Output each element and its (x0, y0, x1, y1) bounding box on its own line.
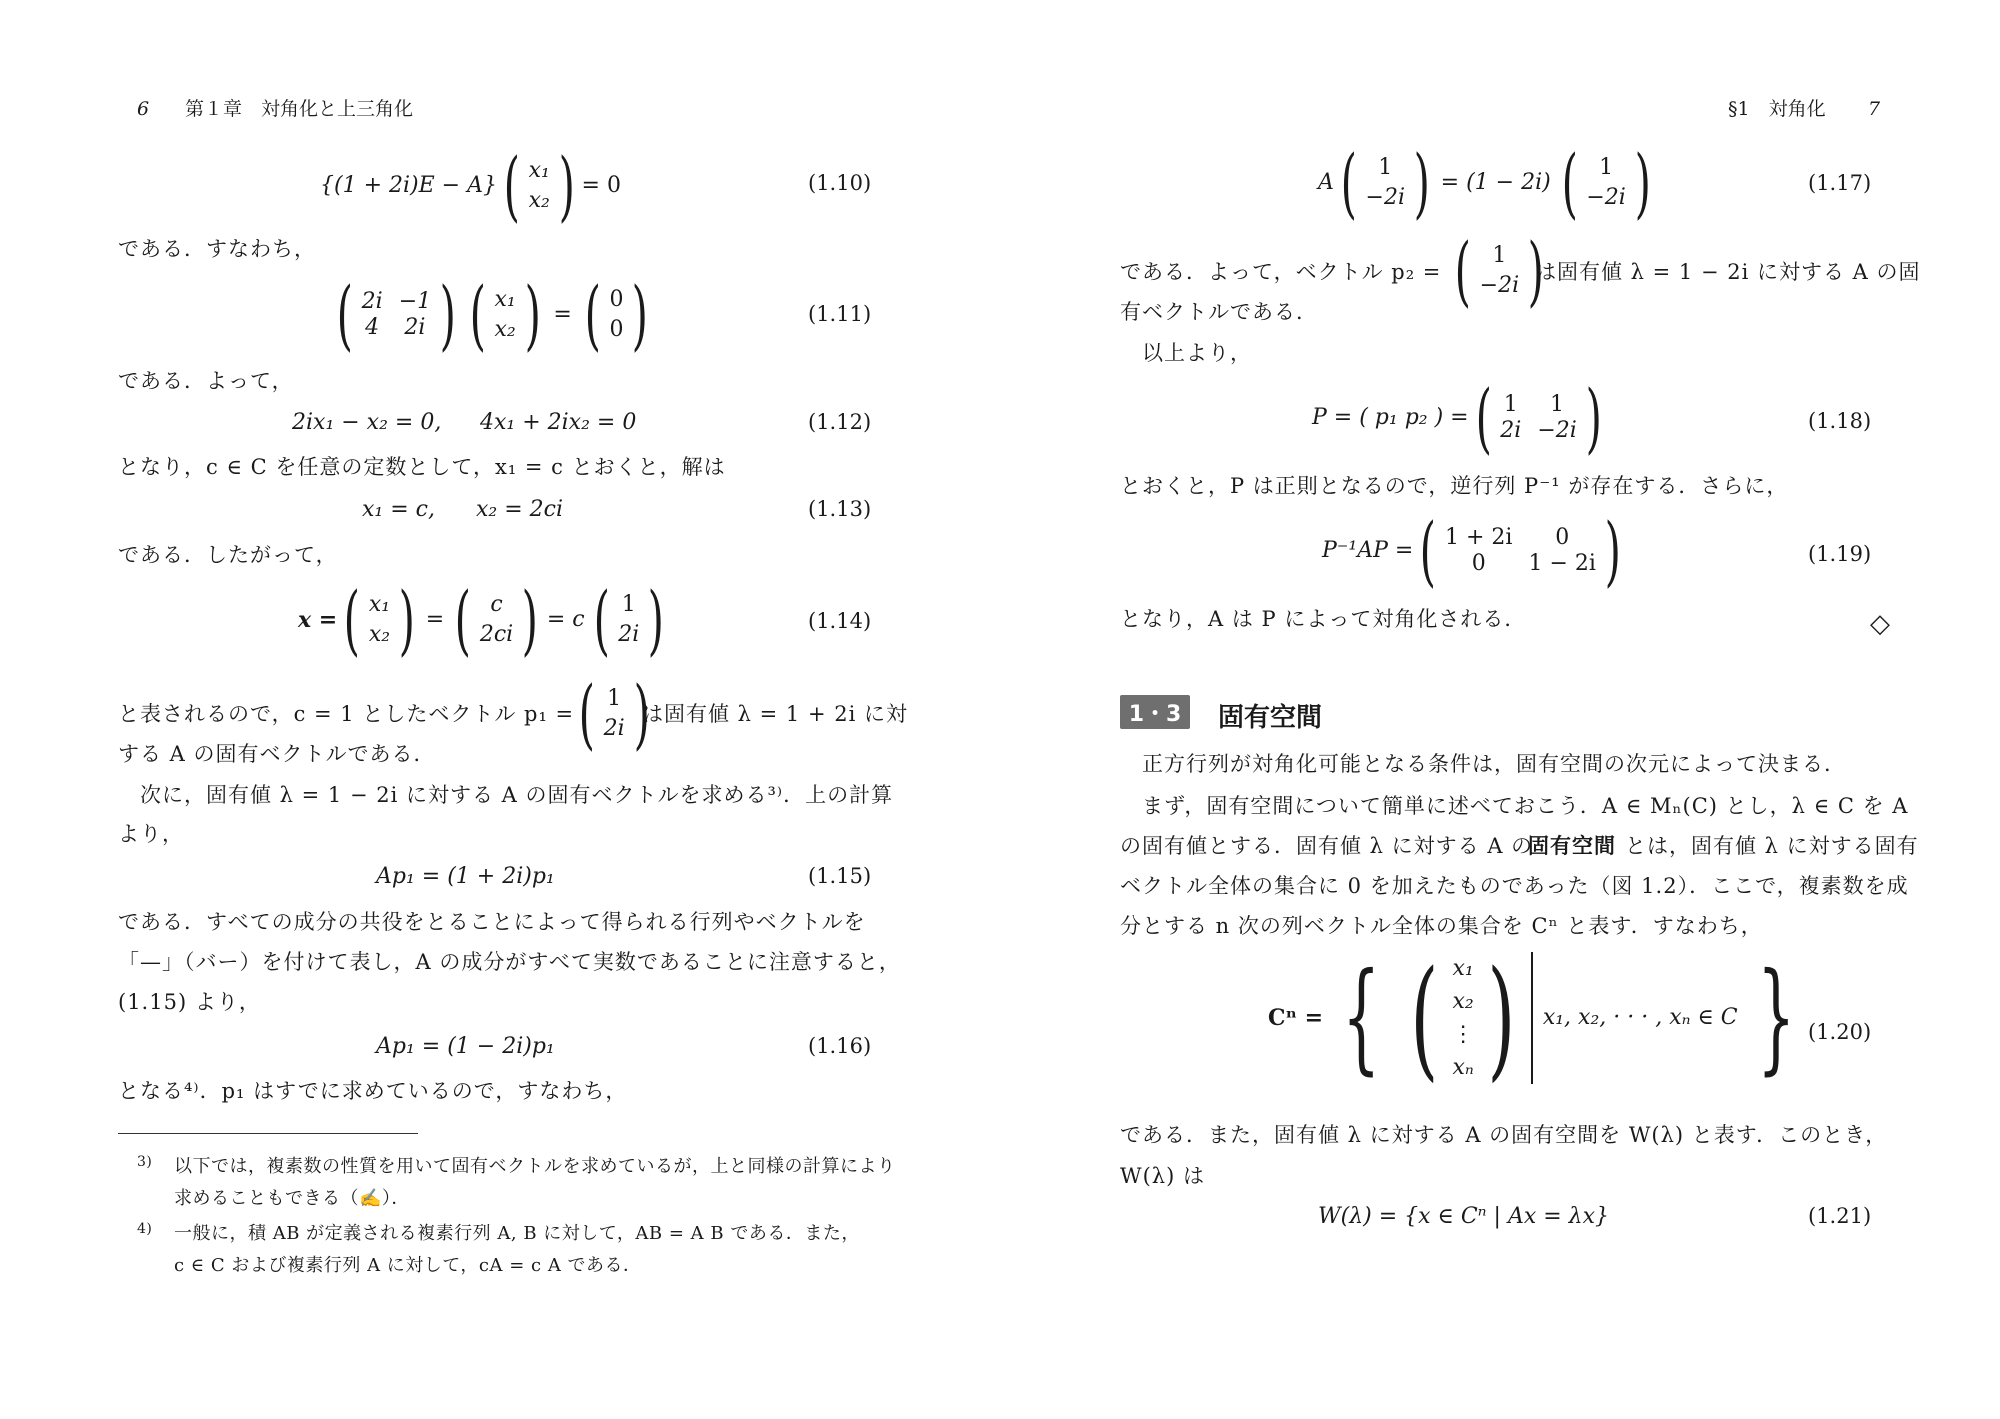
equation-1-17: A ( 1 −2i ) = (1 − 2i) ( 1 −2i ) (1318, 138, 1651, 227)
vector-entry: 1 (1378, 155, 1393, 181)
matrix-entry: −1 (398, 289, 432, 314)
equals-sign: = (425, 607, 445, 632)
vector-entry: x₁ (1452, 956, 1474, 981)
term-bold: 固有空間 (1528, 834, 1616, 858)
text-line: となり，A は P によって対角化される． (1120, 607, 1527, 631)
matrix-entry: 2i (361, 289, 383, 314)
matrix-entry: 1 + 2i (1445, 525, 1513, 550)
text-line: とおくと，P は正則となるので，逆行列 P⁻¹ が存在する．さらに， (1120, 474, 1789, 498)
right-page (1000, 0, 2000, 1419)
vector-entry: 0 (609, 317, 624, 342)
equation-number: (1.14) (808, 609, 872, 633)
vector-entry: x₁ (528, 158, 550, 184)
equation-number: (1.16) (808, 1034, 872, 1058)
vector-entry: ⋮ (1452, 1022, 1475, 1047)
text-line: は固有値 λ = 1 + 2i に対 (642, 702, 908, 726)
equation-1-14: x = ( x₁ x₂ ) = ( c 2ci ) = c ( 1 2i ) (298, 575, 665, 664)
equation-lhs: x = (298, 607, 338, 633)
vector-entry: c (490, 592, 503, 618)
text-line: 次に，固有値 λ = 1 − 2i に対する A の固有ベクトルを求める³⁾．上の計算 (118, 783, 894, 807)
equation-1-12-a: 2ix₁ − x₂ = 0, (292, 410, 442, 435)
equation-number: (1.20) (1808, 1020, 1872, 1044)
equation-1-15: Ap₁ = (1 + 2i)p₁ (376, 864, 555, 889)
equation-lhs: A (1318, 170, 1334, 195)
equation-number: (1.21) (1808, 1204, 1872, 1228)
chapter-title: 第１章 対角化と上三角化 (185, 98, 414, 120)
text-line: 分とする n 次の列ベクトル全体の集合を Cⁿ と表す．すなわち， (1120, 914, 1763, 938)
equation-1-18: P = ( p₁ p₂ ) = ( 1 1 2i −2i ) (1312, 373, 1602, 462)
footnote-line: c ∈ C および複素行列 A に対して，cA = c A である． (174, 1255, 642, 1276)
section-header: §1 対角化 (1728, 98, 1826, 120)
vector-entry: 2i (618, 622, 640, 647)
equation-1-13-a: x₁ = c, (362, 497, 435, 522)
text-line: は固有値 λ = 1 − 2i に対する A の固 (1535, 260, 1921, 284)
section-number-badge: 1・3 (1120, 695, 1190, 729)
text-line: である．また，固有値 λ に対する A の固有空間を W(λ) と表す．このとき， (1120, 1123, 1888, 1147)
vector-entry: xₙ (1452, 1055, 1474, 1080)
text-line: である．したがって， (118, 543, 338, 567)
text-line: 有ベクトルである． (1120, 300, 1318, 324)
matrix-entry: 2i (1500, 418, 1522, 443)
text-line: と表されるので，c = 1 としたベクトル p₁ = (118, 702, 575, 726)
vector-entry: 1 (1492, 243, 1507, 269)
page-number: 6 (137, 98, 150, 120)
equation-1-21: W(λ) = {x ∈ Cⁿ | Ax = λx} (1318, 1204, 1610, 1229)
vector-entry: x₂ (368, 622, 391, 647)
vector-entry: 1 (621, 592, 636, 618)
vector-entry: 2ci (479, 622, 514, 647)
equation-number: (1.19) (1808, 542, 1872, 566)
text-line: (1.15) より， (118, 990, 261, 1014)
vector-entry: 1 (607, 686, 622, 712)
equation-lhs: Cⁿ = (1268, 1005, 1324, 1031)
text-line: まず，固有空間について簡単に述べておこう．A ∈ Mₙ(C) とし，λ ∈ C を A (1120, 794, 1909, 818)
equation-1-13-b: x₂ = 2ci (476, 497, 564, 522)
equation-rhs: = 0 (581, 173, 621, 198)
text-line: より， (118, 822, 184, 846)
section-title: 固有空間 (1218, 703, 1323, 733)
footnote-line: 求めることもできる（✍）． (174, 1188, 410, 1209)
text-line: である．すべての成分の共役をとることによって得られる行列やベクトルを (118, 910, 866, 934)
vector-entry: x₁ (368, 592, 391, 618)
text-line: とは，固有値 λ に対する固有 (1625, 834, 1919, 858)
p1-vector: ( 1 2i ) (578, 669, 650, 758)
text-line: 「—」（バー）を付けて表し，A の成分がすべて実数であることに注意すると， (118, 950, 901, 974)
text-line: である．よって，ベクトル p₂ = (1120, 260, 1442, 284)
matrix-entry: 1 (1503, 392, 1518, 417)
equation-lhs: {(1 + 2i)E − A} (320, 173, 497, 198)
equation-number: (1.18) (1808, 409, 1872, 433)
text-line: ベクトル全体の集合に 0 を加えたものであった（図 1.2）．ここで，複素数を成 (1120, 874, 1909, 898)
page-number: 7 (1868, 98, 1881, 120)
equation-1-20: Cⁿ = { ( x₁ x₂ ⋮ xₙ ) x₁, x₂, · · · , xₙ ∈ C } (1268, 942, 1795, 1094)
equation-number: (1.12) (808, 410, 872, 434)
equals-sign: = (553, 302, 572, 327)
matrix-entry: 0 (1471, 551, 1486, 576)
text-line: となり，c ∈ C を任意の定数として，x₁ = c とおくと，解は (118, 455, 726, 479)
matrix-entry: 4 (365, 315, 380, 340)
equation-1-12-b: 4x₁ + 2ix₂ = 0 (480, 410, 637, 435)
matrix-entry: 0 (1555, 525, 1570, 550)
equation-number: (1.15) (808, 864, 872, 888)
matrix-entry: 2i (404, 315, 426, 340)
vector-entry: x₂ (494, 317, 516, 342)
footnote-rule (118, 1133, 418, 1134)
end-of-example-mark: ◇ (1870, 609, 1890, 639)
p2-vector: ( 1 −2i ) (1454, 226, 1545, 315)
equation-1-19: P⁻¹AP = ( 1 + 2i 0 0 1 − 2i ) (1322, 506, 1621, 595)
equation-1-16: Ap₁ = (1 − 2i)p₁ (376, 1034, 555, 1059)
vector-entry: x₂ (1452, 989, 1474, 1014)
equation-1-11: ( 2i −1 4 2i ) ( x₁ x₂ ) = ( 0 0 ) (336, 270, 649, 359)
equals-sign: = (1 − 2i) (1440, 170, 1551, 195)
text-line: となる⁴⁾．p₁ はすでに求めているので，すなわち， (118, 1079, 628, 1103)
vector-entry: −2i (1365, 185, 1406, 210)
matrix-entry: 1 − 2i (1528, 551, 1596, 576)
vector-entry: −2i (1479, 273, 1520, 298)
vector-entry: 2i (603, 716, 625, 741)
footnote-mark: 3) (137, 1154, 153, 1170)
matrix-entry: 1 (1550, 392, 1565, 417)
vector-entry: 0 (609, 287, 624, 313)
vector-entry: −2i (1586, 185, 1626, 210)
footnote-line: 以下では，複素数の性質を用いて固有ベクトルを求めているが，上と同様の計算により (174, 1156, 896, 1177)
footnote-line: 一般に，積 AB が定義される複素行列 A, B に対して，AB = A B である．また， (174, 1223, 860, 1244)
matrix-entry: −2i (1537, 418, 1577, 443)
equals-sign: = c (546, 607, 585, 632)
text-line: である．すなわち， (118, 237, 316, 261)
equation-1-10: {(1 + 2i)E − A} ( x₁ x₂ ) = 0 (320, 141, 621, 230)
equation-number: (1.10) (808, 171, 872, 195)
set-condition: x₁, x₂, · · · , xₙ ∈ C (1542, 1005, 1738, 1030)
equation-lhs: P⁻¹AP = (1322, 538, 1414, 563)
vector-entry: x₂ (528, 188, 550, 213)
text-line: である．よって， (118, 369, 294, 393)
text-line: W(λ) は (1120, 1164, 1205, 1188)
equation-number: (1.13) (808, 497, 872, 521)
vector-entry: 1 (1599, 155, 1614, 181)
equation-number: (1.11) (808, 302, 872, 326)
equation-lhs: P = ( p₁ p₂ ) = (1312, 405, 1469, 430)
text-line: の固有値とする．固有値 λ に対する A の (1120, 834, 1534, 858)
equation-number: (1.17) (1808, 171, 1872, 195)
text-line: 以上より， (1120, 341, 1252, 365)
text-line: 正方行列が対角化可能となる条件は，固有空間の次元によって決まる． (1120, 752, 1846, 776)
vector-entry: x₁ (494, 287, 516, 313)
set-divider (1531, 952, 1533, 1084)
text-line: する A の固有ベクトルである． (118, 742, 436, 766)
footnote-mark: 4) (137, 1221, 153, 1237)
